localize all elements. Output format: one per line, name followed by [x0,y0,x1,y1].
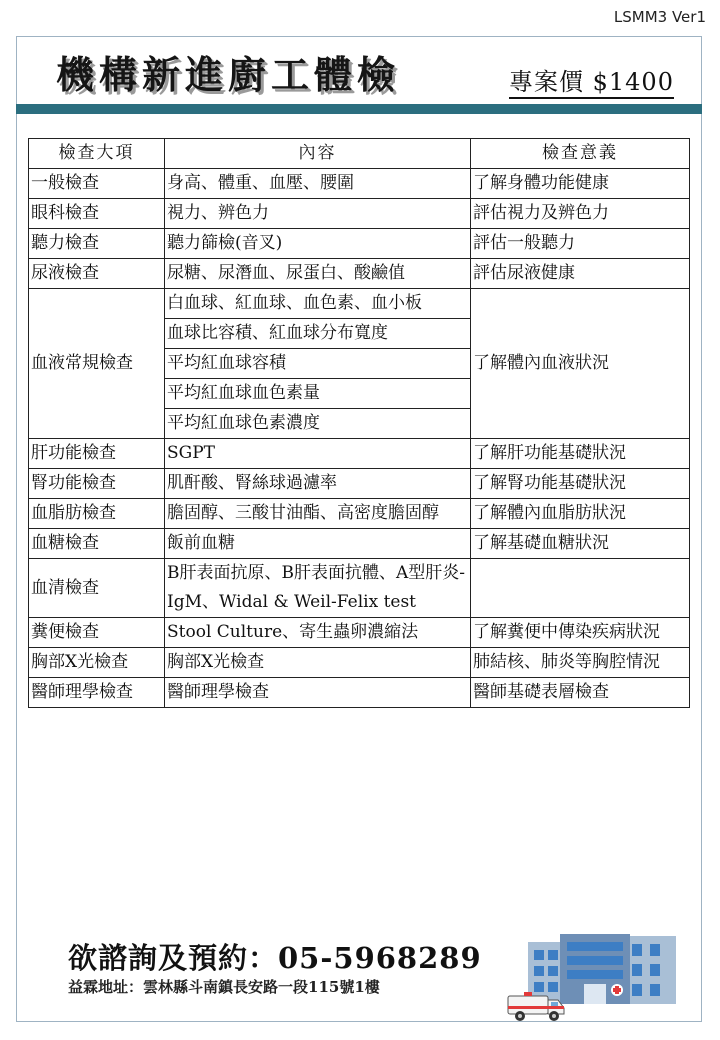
row-category: 眼科檢查 [29,199,165,229]
row-content: 平均紅血球色素濃度 [165,409,471,439]
page-title: 機構新進廚工體檢 [56,53,401,97]
row-content: 平均紅血球血色素量 [165,379,471,409]
row-category: 胸部X光檢查 [29,648,165,678]
row-content: 平均紅血球容積 [165,349,471,379]
row-content: SGPT [165,439,471,469]
row-content: 血球比容積、紅血球分布寬度 [165,319,471,349]
header-content: 內容 [165,139,471,169]
table-header-row [29,139,690,169]
row-category: 糞便檢查 [29,618,165,648]
hospital-building-icon [528,934,676,1004]
table-row [29,199,690,229]
table-row [29,259,690,289]
exam-table [28,138,690,708]
row-category: 肝功能檢查 [29,439,165,469]
row-content: B肝表面抗原、B肝表面抗體、A型肝炎-IgM、Widal & Weil-Felix test [165,559,471,618]
row-content: 肌酐酸、腎絲球過濾率 [165,469,471,499]
row-meaning: 了解體內血脂肪狀況 [471,499,690,529]
row-meaning: 了解身體功能健康 [471,169,690,199]
table-row [29,559,690,618]
row-content: 身高、體重、血壓、腰圍 [165,169,471,199]
row-content: 膽固醇、三酸甘油酯、高密度膽固醇 [165,499,471,529]
row-category: 血脂肪檢查 [29,499,165,529]
row-meaning: 評估視力及辨色力 [471,199,690,229]
row-content: 胸部X光檢查 [165,648,471,678]
table-row [29,169,690,199]
row-content: 白血球、紅血球、血色素、血小板 [165,289,471,319]
contact-address: 益霖地址：雲林縣斗南鎮長安路一段115號1樓 [68,978,380,996]
header-meaning: 檢查意義 [471,139,690,169]
row-category: 血糖檢查 [29,529,165,559]
row-meaning: 評估尿液健康 [471,259,690,289]
table-row [29,229,690,259]
header-category: 檢查大項 [29,139,165,169]
contact-phone: 欲諮詢及預約：05-5968289 [68,941,482,975]
row-category: 醫師理學檢查 [29,678,165,708]
price-label: 專案價 $1400 [509,68,674,99]
table-row [29,678,690,708]
table-row [29,648,690,678]
row-category: 尿液檢查 [29,259,165,289]
table-row [29,289,690,319]
row-meaning: 醫師基礎表層檢查 [471,678,690,708]
row-content: 視力、辨色力 [165,199,471,229]
row-meaning: 了解糞便中傳染疾病狀況 [471,618,690,648]
row-meaning: 肺結核、肺炎等胸腔情況 [471,648,690,678]
row-category: 聽力檢查 [29,229,165,259]
hospital-illustration [504,932,690,1024]
row-meaning: 評估一般聽力 [471,229,690,259]
row-category: 一般檢查 [29,169,165,199]
row-meaning: 了解基礎血糖狀況 [471,529,690,559]
table-row [29,618,690,648]
row-category: 血清檢查 [29,559,165,618]
row-content: 飯前血糖 [165,529,471,559]
table-row [29,499,690,529]
row-content: 尿糖、尿潛血、尿蛋白、酸鹼值 [165,259,471,289]
row-category: 血液常規檢查 [29,289,165,439]
version-label: LSMM3 Ver1 [613,8,706,26]
title-divider [16,104,702,114]
row-content: 聽力篩檢(音叉) [165,229,471,259]
row-category: 腎功能檢查 [29,469,165,499]
row-meaning: 了解體內血液狀況 [471,289,690,439]
table-row [29,469,690,499]
row-meaning: 了解腎功能基礎狀況 [471,469,690,499]
row-content: 醫師理學檢查 [165,678,471,708]
row-meaning: 了解肝功能基礎狀況 [471,439,690,469]
table-row [29,439,690,469]
row-meaning [471,559,690,618]
row-content: Stool Culture、寄生蟲卵濃縮法 [165,618,471,648]
table-row [29,529,690,559]
